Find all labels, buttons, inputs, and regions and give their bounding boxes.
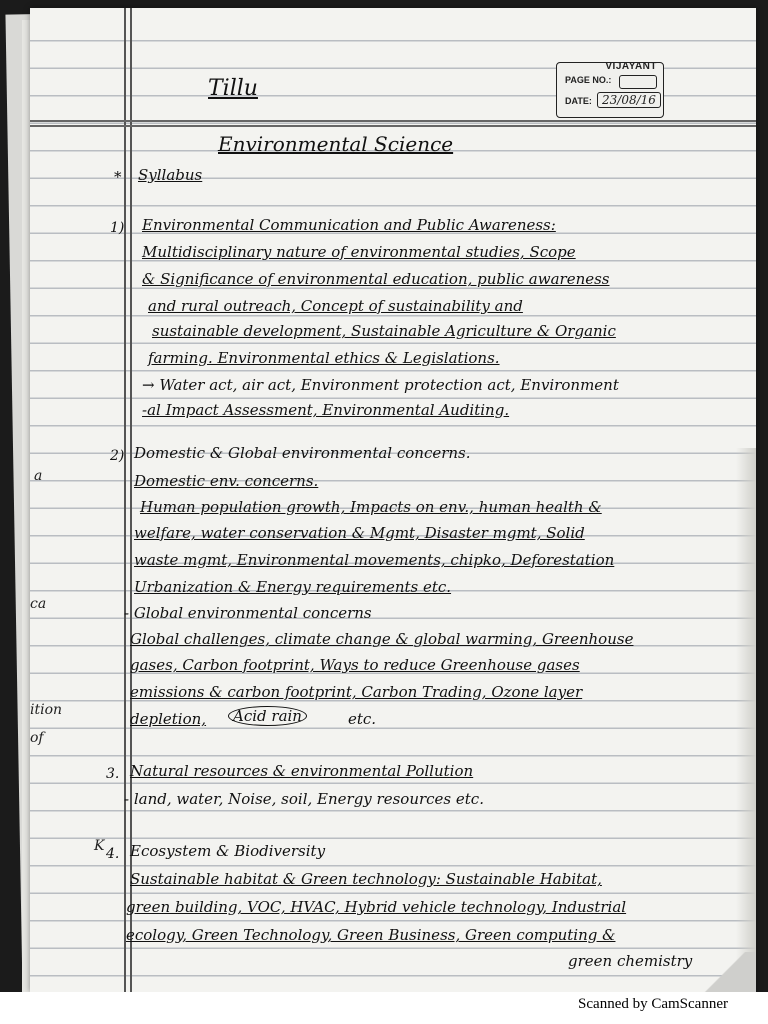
page-title: Environmental Science [218,132,454,156]
section-line: green building, VOC, HVAC, Hybrid vehicle technology, Industrial [126,898,627,916]
page-no-field [619,75,657,89]
scanner-watermark: Scanned by CamScanner [578,996,728,1012]
section-line: and rural outreach, Concept of sustainability and [148,297,523,315]
circled-term: Acid rain [228,706,307,726]
section-number: 2) [110,448,125,464]
margin-line [124,8,126,992]
section-line: → Water act, air act, Environment protection act, Environment [142,376,619,394]
torn-edge [736,448,756,988]
brand-label: VIJAYANT [605,61,657,72]
section-line: depletion, [130,710,207,728]
page-header-box [556,62,664,118]
section-heading: Natural resources & environmental Pollution [130,762,474,780]
section-line: waste mgmt, Environmental movements, chipko, Deforestation [134,551,615,569]
section-heading: Domestic & Global environmental concerns. [134,444,471,462]
section-line: Urbanization & Energy requirements etc. [134,578,452,596]
margin-note: K [94,838,105,854]
margin-note: of [30,730,44,746]
section-line: & Significance of environmental education, public awareness [142,270,610,288]
section-line: Domestic env. concerns. [134,472,319,490]
section-line: Global challenges, climate change & global warming, Greenhouse [130,630,634,648]
notebook-page [30,8,756,992]
section-line: Sustainable habitat & Green technology: Sustainable Habitat, [130,870,602,888]
section-line: emissions & carbon footprint, Carbon Trading, Ozone layer [130,683,583,701]
date-value: 23/08/16 [597,92,661,108]
section-number: 4. [106,846,120,862]
header-rule [30,125,756,127]
folded-corner [696,952,756,992]
section-heading: Ecosystem & Biodiversity [130,842,326,860]
date-label: DATE: [565,96,592,106]
section-line: -al Impact Assessment, Environmental Auditing. [142,401,510,419]
section-line: Environmental Communication and Public Awareness: [142,216,556,234]
margin-note: a [34,468,43,484]
section-line: Human population growth, Impacts on env., human health & [140,498,602,516]
section-number: 3. [106,766,120,782]
section-line: green chemistry [568,952,693,970]
section-line: gases, Carbon footprint, Ways to reduce Greenhouse gases [130,656,580,674]
page-no-label: PAGE NO.: [565,75,612,85]
section-line: - land, water, Noise, soil, Energy resources etc. [124,790,484,808]
margin-note: ca [30,596,47,612]
name-tag: Tillu [208,76,258,101]
section-line: - Global environmental concerns [124,604,372,622]
syllabus-bullet: * [114,168,122,186]
section-number: 1) [110,220,125,236]
header-rule [30,120,756,122]
section-line: ecology, Green Technology, Green Business, Green computing & [126,926,616,944]
section-line: sustainable development, Sustainable Agriculture & Organic [152,322,616,340]
section-line: farming. Environmental ethics & Legislations. [148,349,500,367]
margin-note: ition [30,702,63,718]
section-line: Multidisciplinary nature of environmental studies, Scope [142,243,576,261]
syllabus-label: Syllabus [138,166,203,184]
section-line: welfare, water conservation & Mgmt, Disaster mgmt, Solid [134,524,585,542]
section-line: etc. [348,710,377,728]
